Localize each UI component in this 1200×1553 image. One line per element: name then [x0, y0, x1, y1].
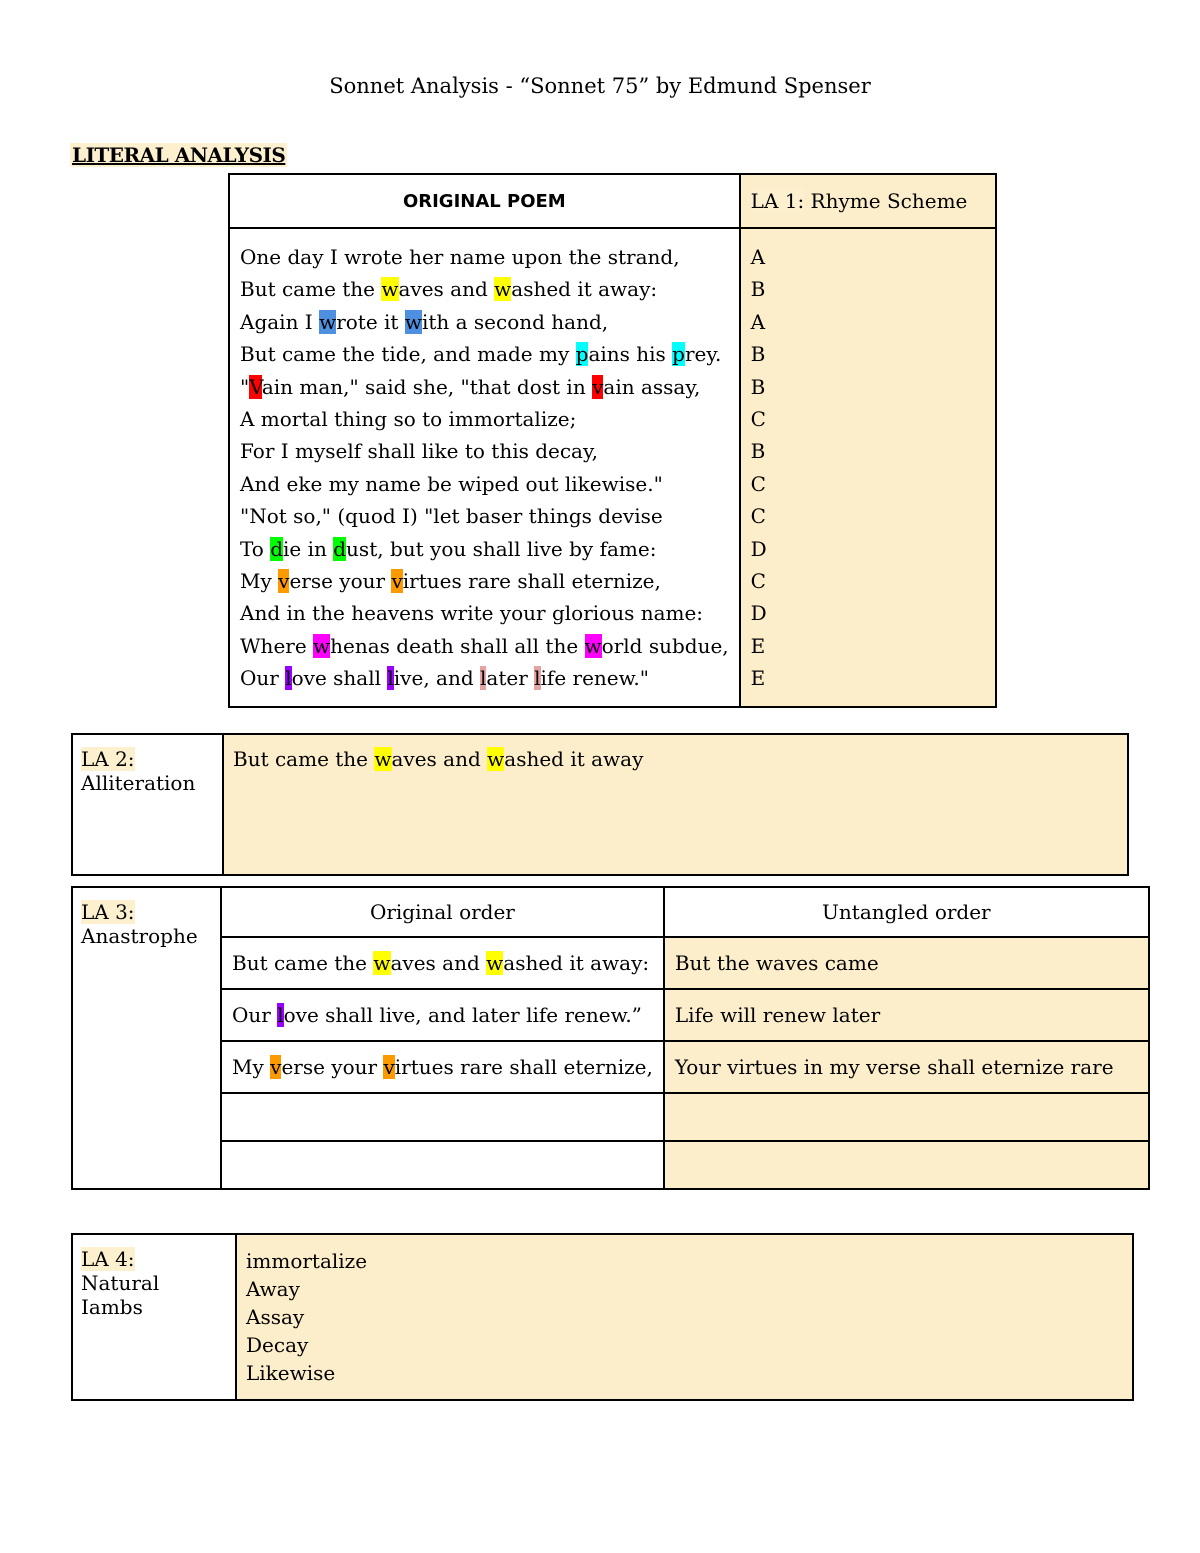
- highlighted-letter: w: [319, 309, 337, 334]
- untangled-order-cell: Your virtues in my verse shall eternize rare: [664, 1041, 1149, 1093]
- highlighted-letter: l: [277, 1003, 284, 1027]
- highlighted-letter: w: [373, 951, 391, 975]
- la1-label: LA 1:: [750, 189, 805, 213]
- original-order-cell: But came the waves and washed it away:: [221, 937, 664, 989]
- rhyme-letter: C: [750, 568, 766, 593]
- la3-label-cell: [72, 887, 221, 1189]
- la2-label-cell: [72, 734, 223, 875]
- untangled-order-header: Untangled order: [664, 887, 1149, 937]
- highlighted-letter: v: [592, 374, 604, 399]
- poem-line: Our love shall live, and later life renew.": [240, 666, 649, 691]
- la4-label-cell: [72, 1234, 236, 1400]
- rhyme-letter: A: [750, 309, 766, 334]
- poem-line: But came the waves and washed it away:: [240, 277, 658, 302]
- iamb-word: Likewise: [246, 1361, 336, 1385]
- rhyme-letter: B: [750, 277, 766, 302]
- la4-label-text: Natural Iambs: [81, 1271, 160, 1319]
- rhyme-letter: B: [750, 342, 766, 367]
- untangled-order-cell: [664, 1093, 1149, 1141]
- original-order-header: Original order: [221, 887, 664, 937]
- rhyme-letter: E: [750, 666, 766, 691]
- iamb-word: Assay: [246, 1305, 305, 1329]
- document-title: Sonnet Analysis - “Sonnet 75” by Edmund Spenser: [329, 74, 871, 98]
- highlighted-letter: p: [575, 342, 589, 367]
- highlighted-letter: w: [584, 633, 602, 658]
- rhyme-scheme-header: [740, 174, 996, 228]
- rhyme-letter: E: [750, 633, 766, 658]
- la2-label-text: Alliteration: [81, 771, 196, 795]
- highlighted-letter: w: [494, 277, 512, 302]
- poem-line: Again I wrote it with a second hand,: [240, 309, 609, 334]
- rhyme-letter: B: [750, 439, 766, 464]
- la2-label: [81, 747, 214, 771]
- la2-table: [71, 733, 1129, 876]
- rhyme-letter: A: [750, 245, 766, 269]
- alliteration-example: But came the waves and washed it away: [233, 747, 644, 771]
- highlighted-letter: l: [285, 666, 292, 691]
- rhyme-letter: C: [750, 406, 766, 431]
- highlighted-letter: w: [313, 633, 331, 658]
- la3-label-number: LA 3:: [81, 900, 135, 924]
- la4-label: [81, 1247, 227, 1271]
- untangled-order-cell: But the waves came: [664, 937, 1149, 989]
- la4-content-cell: [236, 1234, 1133, 1400]
- poem-line: "Vain man," said she, "that dost in vain assay,: [240, 374, 701, 399]
- poem-line: My verse your virtues rare shall eternize,: [240, 568, 661, 593]
- la4-table: [71, 1233, 1134, 1401]
- highlighted-letter: v: [391, 568, 403, 593]
- highlighted-letter: d: [270, 536, 283, 561]
- highlighted-letter: w: [404, 309, 422, 334]
- highlighted-letter: d: [333, 536, 347, 561]
- highlighted-letter: p: [672, 342, 685, 367]
- highlighted-letter: v: [270, 1055, 282, 1079]
- highlighted-letter: l: [387, 666, 394, 691]
- highlighted-letter: w: [374, 747, 392, 771]
- poem-cell: [229, 228, 740, 707]
- rhyme-letter: C: [750, 504, 766, 529]
- original-order-cell: [221, 1141, 664, 1189]
- highlighted-letter: w: [487, 747, 505, 771]
- highlighted-letter: l: [534, 666, 541, 691]
- highlighted-letter: w: [486, 951, 504, 975]
- rhyme-letter: D: [750, 601, 767, 626]
- poem-line: A mortal thing so to immortalize;: [240, 406, 577, 431]
- poem-line: And in the heavens write your glorious name:: [240, 601, 704, 626]
- rhyme-letter: B: [750, 374, 766, 399]
- la3-table: [71, 886, 1150, 1190]
- poem-line: But came the tide, and made my pains his prey.: [240, 342, 722, 367]
- la1-table: [228, 173, 997, 708]
- la3-label: [81, 900, 212, 924]
- original-order-cell: Our love shall live, and later life renew.”: [221, 989, 664, 1041]
- poem-line: And eke my name be wiped out likewise.": [240, 471, 663, 496]
- highlighted-letter: V: [249, 374, 262, 399]
- poem-line: One day I wrote her name upon the strand,: [240, 245, 680, 269]
- poem-line: For I myself shall like to this decay,: [240, 439, 598, 464]
- original-order-cell: [221, 1093, 664, 1141]
- rhyme-letter: D: [750, 536, 767, 561]
- untangled-order-cell: [664, 1141, 1149, 1189]
- poem-line: To die in dust, but you shall live by fame:: [240, 536, 657, 561]
- iamb-word: Away: [246, 1277, 300, 1301]
- la3-label-text: Anastrophe: [81, 924, 198, 948]
- highlighted-letter: v: [278, 568, 290, 593]
- highlighted-letter: l: [480, 666, 487, 691]
- iamb-word: Decay: [246, 1333, 309, 1357]
- iamb-word: immortalize: [246, 1249, 368, 1273]
- section-heading: LITERAL ANALYSIS: [72, 143, 286, 167]
- highlighted-letter: w: [381, 277, 399, 302]
- poem-line: Where whenas death shall all the world subdue,: [240, 633, 729, 658]
- original-poem-header: ORIGINAL POEM: [229, 174, 740, 228]
- la2-content-cell: [223, 734, 1128, 875]
- original-order-cell: My verse your virtues rare shall eternize,: [221, 1041, 664, 1093]
- untangled-order-cell: Life will renew later: [664, 989, 1149, 1041]
- la2-label-number: LA 2:: [81, 747, 135, 771]
- la4-label-number: LA 4:: [81, 1247, 135, 1271]
- rhyme-letter: C: [750, 471, 766, 496]
- la1-title: Rhyme Scheme: [804, 189, 968, 213]
- highlighted-letter: v: [383, 1055, 395, 1079]
- poem-line: "Not so," (quod I) "let baser things devise: [240, 504, 663, 529]
- rhyme-scheme-cell: [740, 228, 996, 707]
